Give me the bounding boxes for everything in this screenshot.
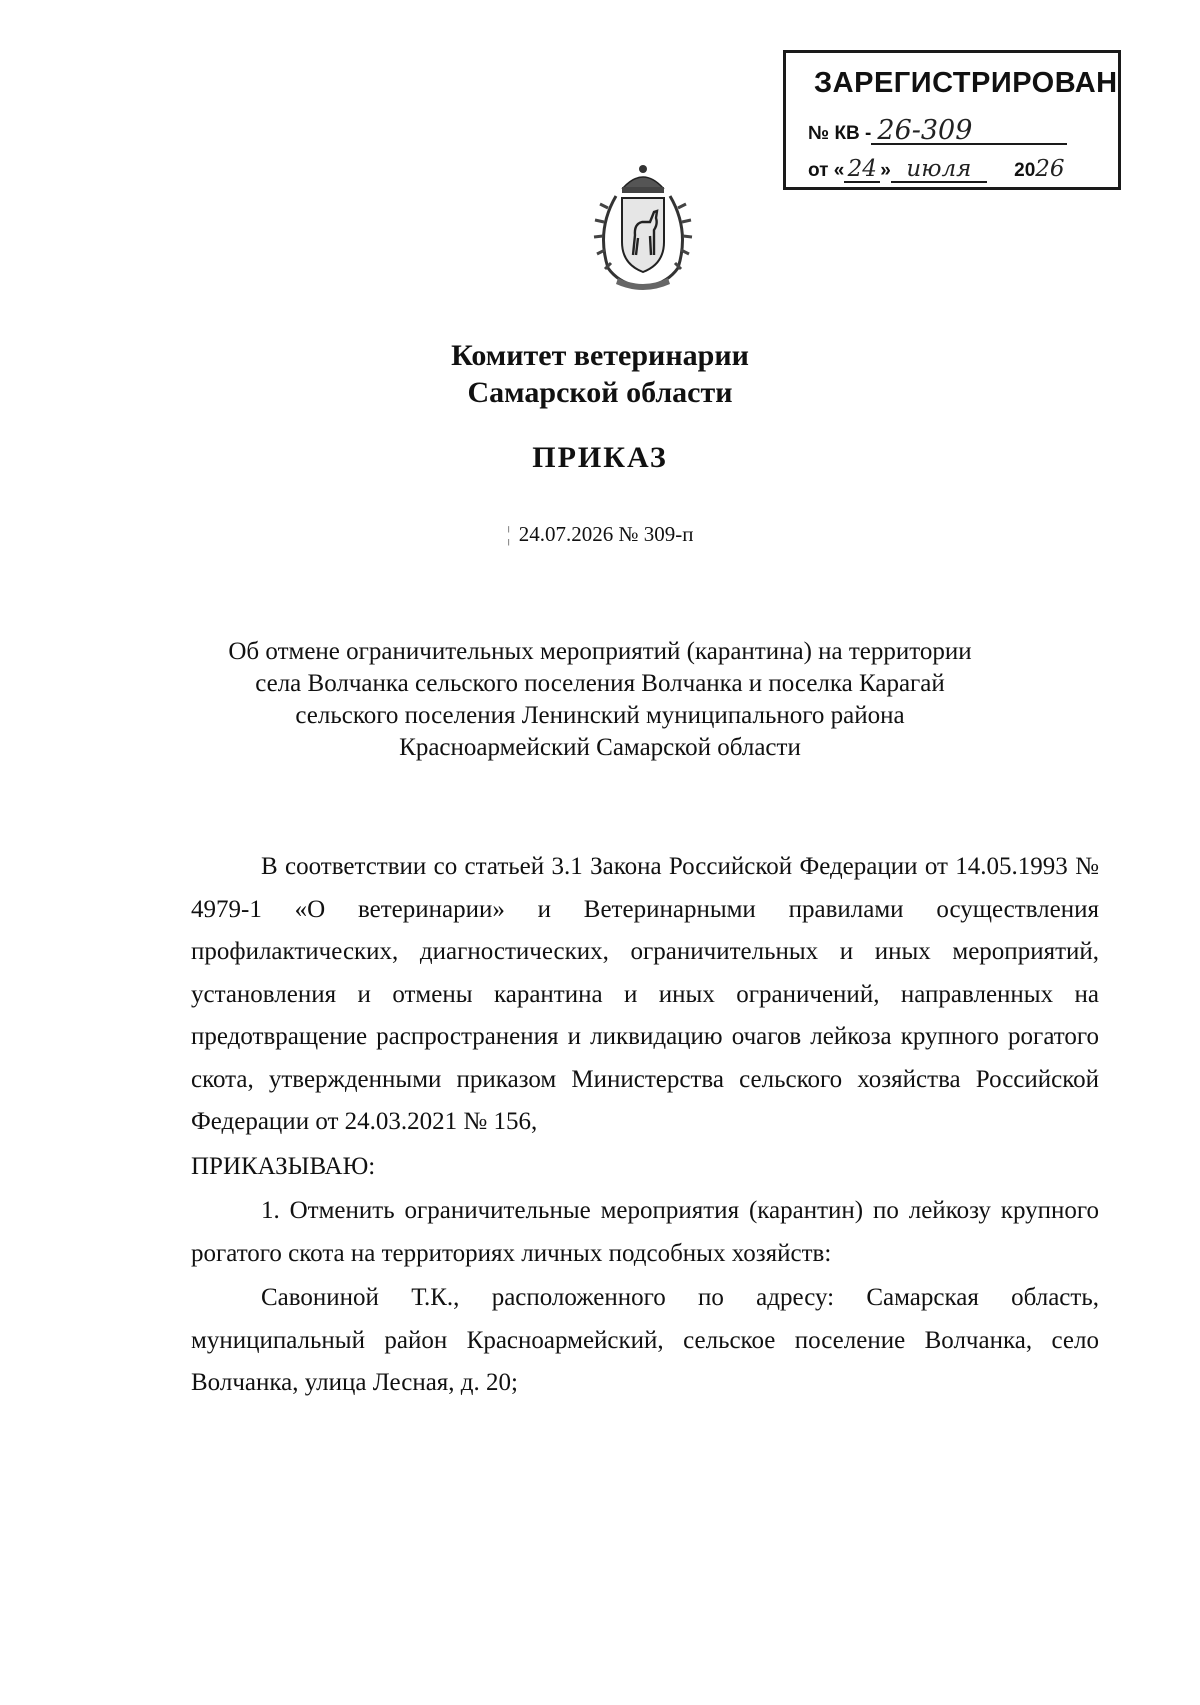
coat-of-arms-emblem <box>578 160 708 295</box>
stamp-date-prefix: от « <box>808 160 845 181</box>
order-word: ПРИКАЗЫВАЮ: <box>191 1152 376 1180</box>
stamp-date-sep: » <box>880 160 891 181</box>
registration-stamp <box>783 50 1121 190</box>
document-number-text: 24.07.2026 № 309-п <box>518 522 694 546</box>
org-line-2: Самарской области <box>467 376 733 409</box>
scan-mark: ¦ <box>506 522 511 546</box>
stamp-number-label: № КВ - <box>808 123 872 144</box>
subject-line-1: Об отмене ограничительных мероприятий (карантина) на территории <box>228 638 972 665</box>
document-number <box>0 522 1200 547</box>
document-body <box>191 846 1099 1405</box>
stamp-number-value: 26-309 <box>871 119 1067 145</box>
item-1-household: Савониной Т.К., расположенного по адресу: Самарская область, муниципальный район Красноармейский, сельское поселение Волчанка, село Волчанка, улица Лесная, д. 20; <box>191 1284 1099 1396</box>
stamp-date-year-hand: 26 <box>1035 156 1065 182</box>
organization-name <box>0 337 1200 411</box>
stamp-title: ЗАРЕГИСТРИРОВАН <box>814 67 1118 99</box>
item-1: 1. Отменить ограничительные мероприятия (карантин) по лейкозу крупного рогатого скота на территориях личных подсобных хозяйств: <box>191 1197 1099 1267</box>
stamp-date-month: июля <box>891 157 987 183</box>
org-line-1: Комитет ветеринарии <box>451 339 749 372</box>
stamp-date-year-printed: 20 <box>1014 160 1036 181</box>
subject-line-4: Красноармейский Самарской области <box>399 734 801 761</box>
subject-line-2: села Волчанка сельского поселения Волчанка и поселка Карагай <box>255 670 945 697</box>
subject-line-3: сельского поселения Ленинский муниципального района <box>295 702 905 729</box>
intro-paragraph: В соответствии со статьей 3.1 Закона Российской Федерации от 14.05.1993 № 4979-1 «О ветеринарии» и Ветеринарными правилами осуществления профилактических, диагностических, ограничительных и иных мероприятий, установления и отмены карантина и иных ограничений, направленных на предотвращение распространения и ликвидацию очагов лейкоза крупного рогатого скота, утвержденными приказом Министерства сельского хозяйства Российской Федерации от 24.03.2021 № 156, <box>191 853 1099 1135</box>
stamp-date-day: 24 <box>844 157 880 183</box>
stamp-date-line <box>808 157 1065 183</box>
document-type: ПРИКАЗ <box>532 441 668 474</box>
stamp-number-line <box>808 115 1067 146</box>
document-subject <box>0 636 1200 764</box>
